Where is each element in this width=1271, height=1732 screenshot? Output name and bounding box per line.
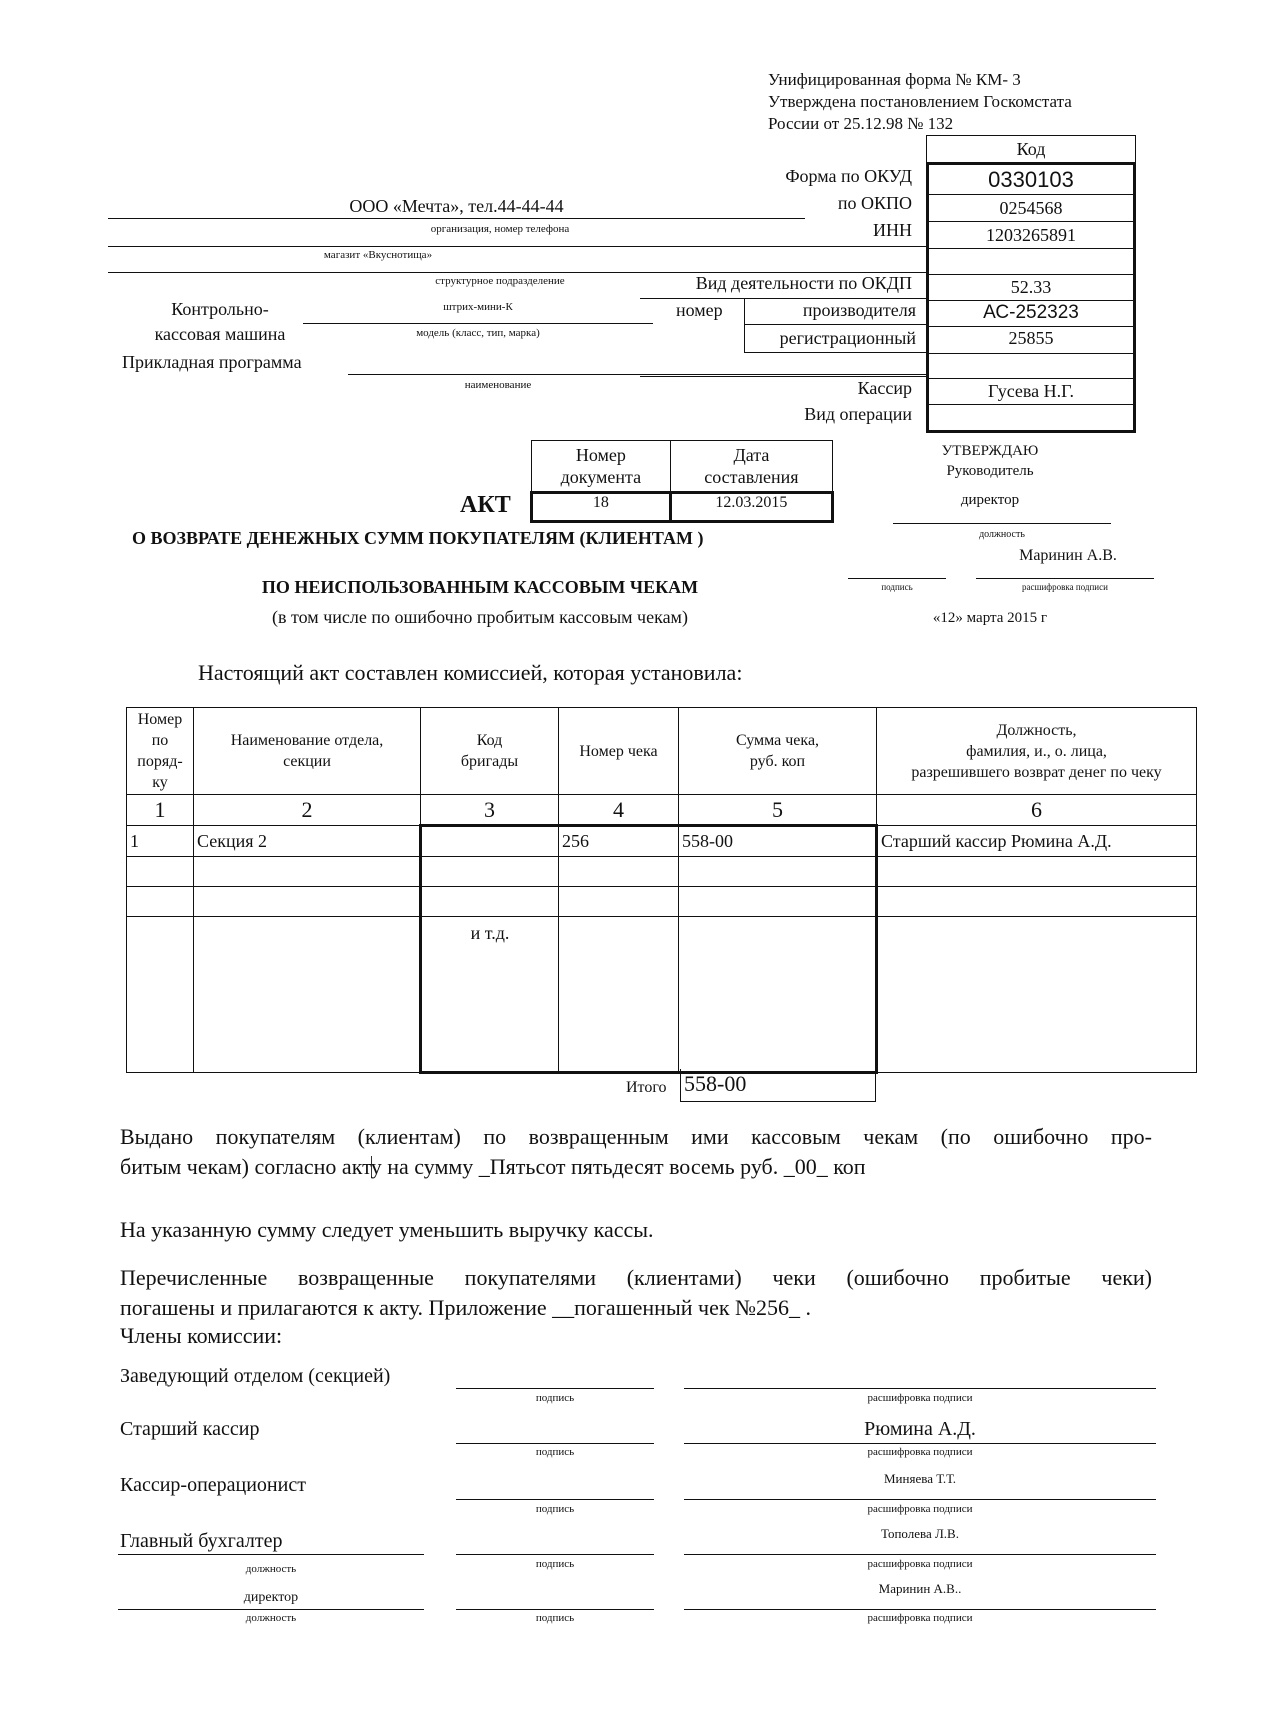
label-number: номер [676, 300, 723, 320]
label-cashier: Кассир [857, 378, 912, 398]
document-title: АКТ [460, 492, 511, 518]
decode-line [684, 1554, 1156, 1555]
code-empty-1 [929, 249, 1133, 275]
approve-date: «12» марта 2015 г [932, 610, 1048, 626]
sig-line [456, 1499, 654, 1500]
code-operation-type [929, 405, 1133, 430]
sig-line [456, 1554, 654, 1555]
sign-caption: подпись [535, 1612, 575, 1624]
decode-line [684, 1388, 1156, 1389]
okdp-row-line [640, 298, 926, 299]
cell-amount [679, 917, 877, 1073]
sig-role-head-of-section: Заведующий отделом (секцией) [120, 1365, 391, 1387]
cell-authorized-by [877, 887, 1197, 917]
code-okdp: 52.33 [929, 275, 1133, 301]
code-empty-2 [929, 354, 1133, 379]
sig-role-chief-accountant: Главный бухгалтер [120, 1530, 283, 1552]
code-manufacturer-number: АС-252323 [929, 301, 1133, 327]
cell-order [127, 857, 194, 887]
total-value: 558-00 [680, 1069, 876, 1102]
label-operation-type: Вид операции [804, 404, 912, 424]
decode-line [684, 1443, 1156, 1444]
codes-box [926, 135, 1136, 433]
decode-caption: расшифровка подписи [867, 1392, 973, 1404]
col-header-6: Должность, фамилия, и., о. лица, разрешившего возврат денег по чеку [877, 708, 1197, 795]
cell-authorized-by [877, 917, 1197, 1073]
decode-caption: расшифровка подписи [867, 1558, 973, 1570]
document-number-table [530, 440, 834, 523]
codes-head: Код [926, 135, 1136, 162]
cell-order: 1 [127, 826, 194, 857]
division-caption: структурное подразделение [435, 275, 565, 287]
table-row [127, 826, 1197, 857]
cell-section [194, 887, 421, 917]
form-title-line3: России от 25.12.98 № 132 [768, 114, 954, 133]
sig-name-senior-cashier: Рюмина А.Д. [864, 1418, 976, 1440]
code-cashier: Гусева Н.Г. [929, 379, 1133, 405]
approve-sign-line [848, 578, 946, 579]
decode-caption: расшифровка подписи [867, 1503, 973, 1515]
intro-text: Настоящий акт составлен комиссией, которая установила: [198, 660, 743, 685]
cell-brigade [421, 887, 559, 917]
doc-number-value: 18 [532, 493, 671, 522]
label-manufacturer: производителя [802, 300, 916, 320]
sig-name-chief-accountant: Тополева Л.В. [881, 1526, 959, 1541]
col-number-6: 6 [877, 795, 1197, 826]
sig-name-operator-cashier: Миняева Т.Т. [884, 1471, 956, 1486]
sig-name-director: Маринин А.В.. [878, 1581, 962, 1596]
table-row [127, 857, 1197, 887]
cell-amount: 558-00 [679, 826, 877, 857]
decode-caption: расшифровка подписи [867, 1446, 973, 1458]
sig-line [456, 1388, 654, 1389]
division-underline [108, 272, 926, 273]
approve-sign-caption: подпись [881, 582, 913, 592]
sig-line [456, 1443, 654, 1444]
inn-row-line [108, 246, 926, 247]
total-label: Итого [626, 1079, 667, 1096]
cell-order [127, 887, 194, 917]
paragraph-issued-line2: битым чекам) согласно акту на сумму _Пятьсот пятьдесят восемь руб. _00_ коп [120, 1154, 866, 1179]
decode-caption: расшифровка подписи [867, 1612, 973, 1624]
cell-brigade-etc: и т.д. [421, 917, 559, 1073]
cell-section [194, 917, 421, 1073]
sign-caption: подпись [535, 1392, 575, 1404]
app-caption: наименование [464, 379, 532, 391]
code-registration-number: 25855 [929, 327, 1133, 354]
col-number-5: 5 [679, 795, 877, 826]
cell-amount [679, 887, 877, 917]
approve-position: директор [960, 492, 1020, 508]
approve-decode-line [976, 578, 1154, 579]
col-number-3: 3 [421, 795, 559, 826]
returns-table [126, 707, 1197, 1074]
approve-name: Маринин А.В. [1019, 547, 1117, 564]
cell-section [194, 857, 421, 887]
approve-label: УТВЕРЖДАЮ [941, 443, 1039, 459]
document-subtitle-1: О ВОЗВРАТЕ ДЕНЕЖНЫХ СУММ ПОКУПАТЕЛЯМ (КЛИЕНТАМ ) [132, 528, 704, 548]
cell-brigade [421, 857, 559, 887]
decode-line [684, 1609, 1156, 1610]
sign-caption: подпись [535, 1446, 575, 1458]
approve-position-caption: должность [979, 529, 1025, 540]
sign-caption: подпись [535, 1558, 575, 1570]
label-okpo: по ОКПО [837, 193, 912, 213]
position-line [118, 1554, 424, 1555]
label-okud: Форма по ОКУД [785, 166, 912, 186]
col-number-2: 2 [194, 795, 421, 826]
col-number-4: 4 [559, 795, 679, 826]
table-row [127, 917, 1197, 1073]
paragraph-reduce-revenue: На указанную сумму следует уменьшить выручку кассы. [120, 1217, 654, 1242]
kkm-model: штрих-мини-К [443, 301, 513, 313]
approve-decode-caption: расшифровка подписи [1022, 582, 1108, 592]
app-label: Прикладная программа [122, 352, 302, 372]
doc-date-value: 12.03.2015 [670, 493, 832, 522]
code-okud: 0330103 [929, 165, 1133, 195]
position-caption: должность [245, 1563, 297, 1575]
number-subbox-divider [744, 324, 926, 325]
doc-date-head: Дата составления [670, 441, 832, 493]
kkm-underline [303, 323, 653, 324]
code-inn: 1203265891 [929, 222, 1133, 249]
sig-line [456, 1609, 654, 1610]
cell-section: Секция 2 [194, 826, 421, 857]
kkm-label-1: Контрольно- [171, 299, 269, 319]
paragraph-checks-line1: Перечисленные возвращенные покупателями (клиентами) чеки (ошибочно пробитые чеки) [120, 1265, 1152, 1290]
cell-authorized-by [877, 857, 1197, 887]
kkm-label-2: кассовая машина [154, 324, 286, 344]
kkm-caption: модель (класс, тип, марка) [416, 327, 540, 339]
paragraph-checks-line2: погашены и прилагаются к акту. Приложение __погашенный чек №256_ . [120, 1295, 812, 1320]
doc-number-head: Номер документа [532, 441, 671, 493]
cell-amount [679, 857, 877, 887]
label-registration: регистрационный [779, 328, 916, 348]
form-title-line2: Утверждена постановлением Госкомстата [768, 92, 1072, 111]
division-name: магазит «Вкуснотища» [323, 249, 433, 261]
col-header-2: Наименование отдела, секции [194, 708, 421, 795]
label-inn: ИНН [873, 220, 912, 240]
col-header-4: Номер чека [559, 708, 679, 795]
col-number-1: 1 [127, 795, 194, 826]
org-caption: организация, номер телефона [430, 223, 570, 235]
col-header-1: Номер по поряд- ку [127, 708, 194, 795]
document-subtitle-3: (в том числе по ошибочно пробитым кассовым чекам) [272, 607, 688, 627]
cell-order [127, 917, 194, 1073]
label-okdp: Вид деятельности по ОКДП [695, 273, 912, 293]
sig-role-operator-cashier: Кассир-операционист [120, 1474, 306, 1496]
document-subtitle-2: ПО НЕИСПОЛЬЗОВАННЫМ КАССОВЫМ ЧЕКАМ [261, 577, 699, 597]
approve-head: Руководитель [946, 463, 1034, 479]
decode-line [684, 1499, 1156, 1500]
col-header-3: Код бригады [421, 708, 559, 795]
org-name: ООО «Мечта», тел.44-44-44 [349, 196, 564, 216]
cell-brigade [421, 826, 559, 857]
sign-caption: подпись [535, 1503, 575, 1515]
position-line [118, 1609, 424, 1610]
paragraph-issued-line1: Выдано покупателям (клиентам) по возвращенным ими кассовым чекам (по ошибочно про- [120, 1124, 1152, 1149]
cell-check-number: 256 [559, 826, 679, 857]
cell-authorized-by: Старший кассир Рюмина А.Д. [877, 826, 1197, 857]
approve-position-line [893, 523, 1111, 524]
sig-role-director: директор [243, 1590, 299, 1605]
cashier-row-line [640, 376, 926, 377]
position-caption: должность [245, 1612, 297, 1624]
cell-check-number [559, 857, 679, 887]
table-row [127, 887, 1197, 917]
form-title-line1: Унифицированная форма № КМ- 3 [768, 70, 1021, 89]
cell-check-number [559, 917, 679, 1073]
cell-check-number [559, 887, 679, 917]
sig-role-senior-cashier: Старший кассир [120, 1418, 260, 1440]
code-okpo: 0254568 [929, 195, 1133, 222]
col-header-5: Сумма чека, руб. коп [679, 708, 877, 795]
app-underline [348, 374, 926, 375]
org-underline [108, 218, 805, 219]
commission-heading: Члены комиссии: [120, 1323, 283, 1348]
